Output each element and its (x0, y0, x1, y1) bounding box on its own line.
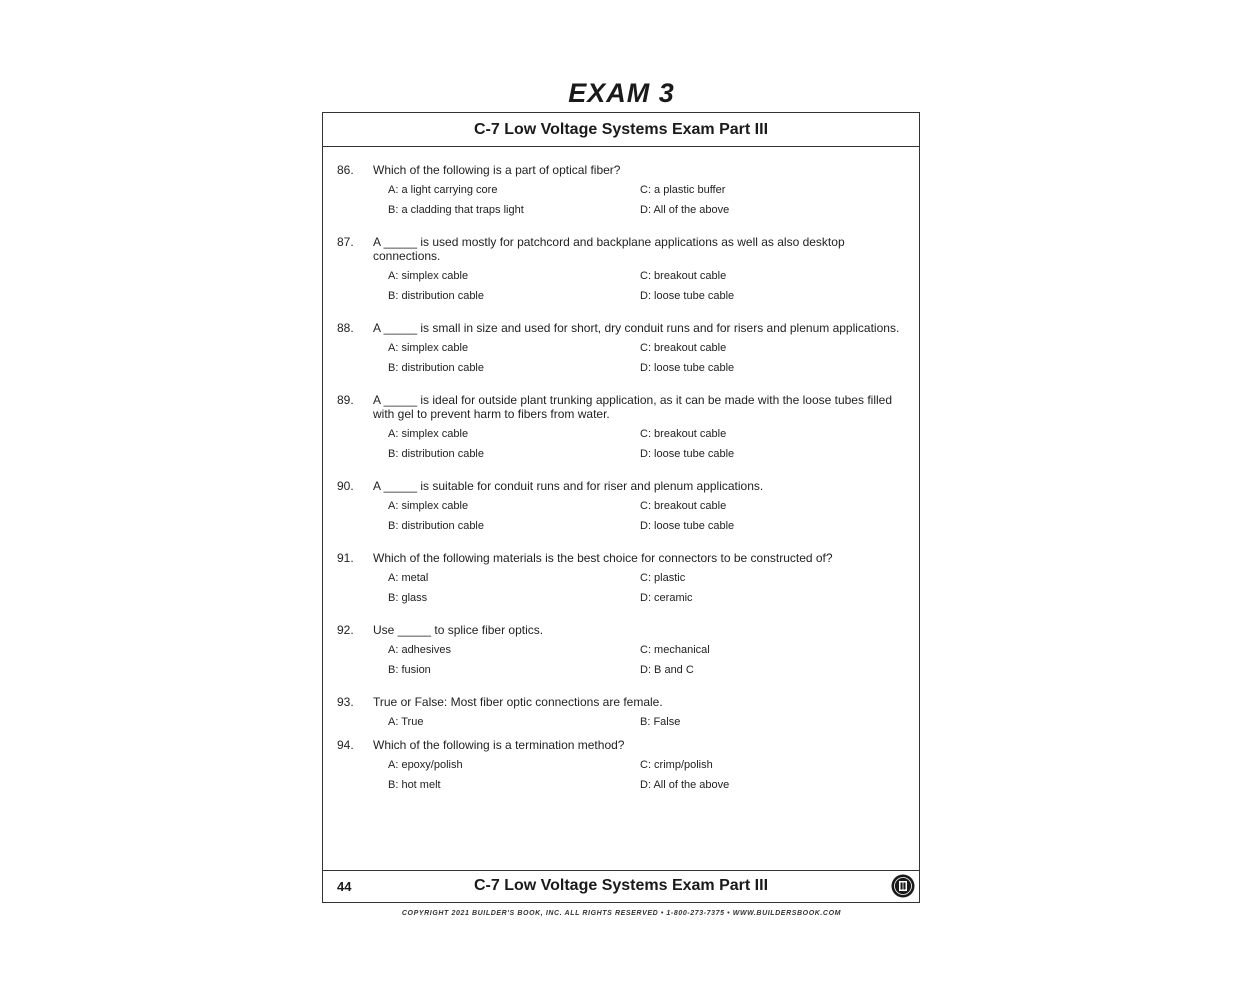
publisher-seal-icon (891, 874, 915, 898)
choice-a: A: adhesives (388, 644, 451, 656)
answer-choices (388, 715, 903, 729)
choice-d: D: ceramic (640, 592, 693, 604)
choice-b: B: glass (388, 592, 428, 604)
choice-c: C: breakout cable (640, 342, 727, 354)
answer-choices (388, 643, 903, 677)
question-text: Use _____ to splice fiber optics. (373, 623, 544, 637)
section-title: C-7 Low Voltage Systems Exam Part III (473, 120, 769, 138)
choice-a: A: epoxy/polish (388, 759, 463, 771)
question-91 (337, 551, 903, 605)
choice-b: B: a cladding that traps light (388, 204, 524, 216)
question-93 (337, 695, 903, 729)
choice-b: B: distribution cable (388, 362, 484, 374)
choice-d: D: loose tube cable (640, 448, 735, 460)
question-92 (337, 623, 903, 677)
choice-c: C: crimp/polish (640, 759, 713, 771)
question-88 (337, 321, 903, 375)
choice-b: B: fusion (388, 664, 431, 676)
choice-c: C: mechanical (640, 644, 710, 656)
question-number: 88. (337, 321, 354, 335)
question-number: 89. (337, 393, 354, 407)
footer-section-title: C-7 Low Voltage Systems Exam Part III (473, 877, 769, 894)
choice-d: D: All of the above (640, 204, 730, 216)
answer-choices (388, 571, 903, 605)
question-text: Which of the following materials is the best choice for connectors to be constructed of? (373, 551, 833, 565)
question-number: 86. (337, 163, 354, 177)
answer-choices (388, 499, 903, 533)
answer-choices (388, 758, 903, 792)
choice-d: D: All of the above (640, 779, 730, 791)
choice-a: A: a light carrying core (388, 184, 498, 196)
choice-d: D: loose tube cable (640, 290, 735, 302)
question-text: Which of the following is a termination method? (373, 738, 625, 752)
choice-a: A: metal (388, 572, 429, 584)
question-number: 93. (337, 695, 354, 709)
question-number: 91. (337, 551, 354, 565)
copyright-notice: COPYRIGHT 2021 BUILDER'S BOOK, INC. ALL RIGHTS RESERVED • 1-800-273-7375 • WWW.BUILDERSBOOK.COM (401, 910, 842, 917)
choice-d: D: loose tube cable (640, 362, 735, 374)
answer-choices (388, 183, 903, 217)
page-number: 44 (337, 879, 352, 894)
question-number: 92. (337, 623, 354, 637)
question-text: True or False: Most fiber optic connections are female. (373, 695, 663, 709)
question-90 (337, 479, 903, 533)
choice-a: A: simplex cable (388, 270, 469, 282)
question-text: A _____ is used mostly for patchcord and backplane applications as well as also desktop connections. (373, 235, 845, 263)
question-86 (337, 163, 903, 217)
choice-b: B: False (640, 716, 681, 728)
choice-a: A: True (388, 716, 424, 728)
answer-choices (388, 269, 903, 303)
choice-a: A: simplex cable (388, 428, 469, 440)
choice-d: D: B and C (640, 664, 694, 676)
page-footer (323, 870, 919, 902)
question-89 (337, 393, 903, 461)
choice-b: B: distribution cable (388, 520, 484, 532)
exam-title: EXAM 3 (568, 78, 675, 108)
question-number: 94. (337, 738, 354, 752)
answer-choices (388, 341, 903, 375)
choice-b: B: distribution cable (388, 448, 484, 460)
question-87 (337, 235, 903, 303)
choice-c: C: breakout cable (640, 428, 727, 440)
choice-a: A: simplex cable (388, 500, 469, 512)
choice-b: B: distribution cable (388, 290, 484, 302)
question-text: Which of the following is a part of optical fiber? (373, 163, 621, 177)
question-number: 90. (337, 479, 354, 493)
question-94 (337, 738, 903, 792)
choice-a: A: simplex cable (388, 342, 469, 354)
question-text: A _____ is small in size and used for short, dry conduit runs and for risers and plenum applications. (373, 321, 900, 335)
choice-c: C: a plastic buffer (640, 184, 726, 196)
question-text: A _____ is suitable for conduit runs and for riser and plenum applications. (373, 479, 764, 493)
answer-choices (388, 427, 903, 461)
question-text: A _____ is ideal for outside plant trunking application, as it can be made with the loose tubes filled with gel to prevent harm to fibers from water. (373, 393, 892, 421)
choice-d: D: loose tube cable (640, 520, 735, 532)
choice-c: C: plastic (640, 572, 686, 584)
exam-page-frame (322, 112, 920, 903)
choice-b: B: hot melt (388, 779, 441, 791)
choice-c: C: breakout cable (640, 270, 727, 282)
choice-c: C: breakout cable (640, 500, 727, 512)
section-header (323, 113, 919, 147)
question-number: 87. (337, 235, 354, 249)
